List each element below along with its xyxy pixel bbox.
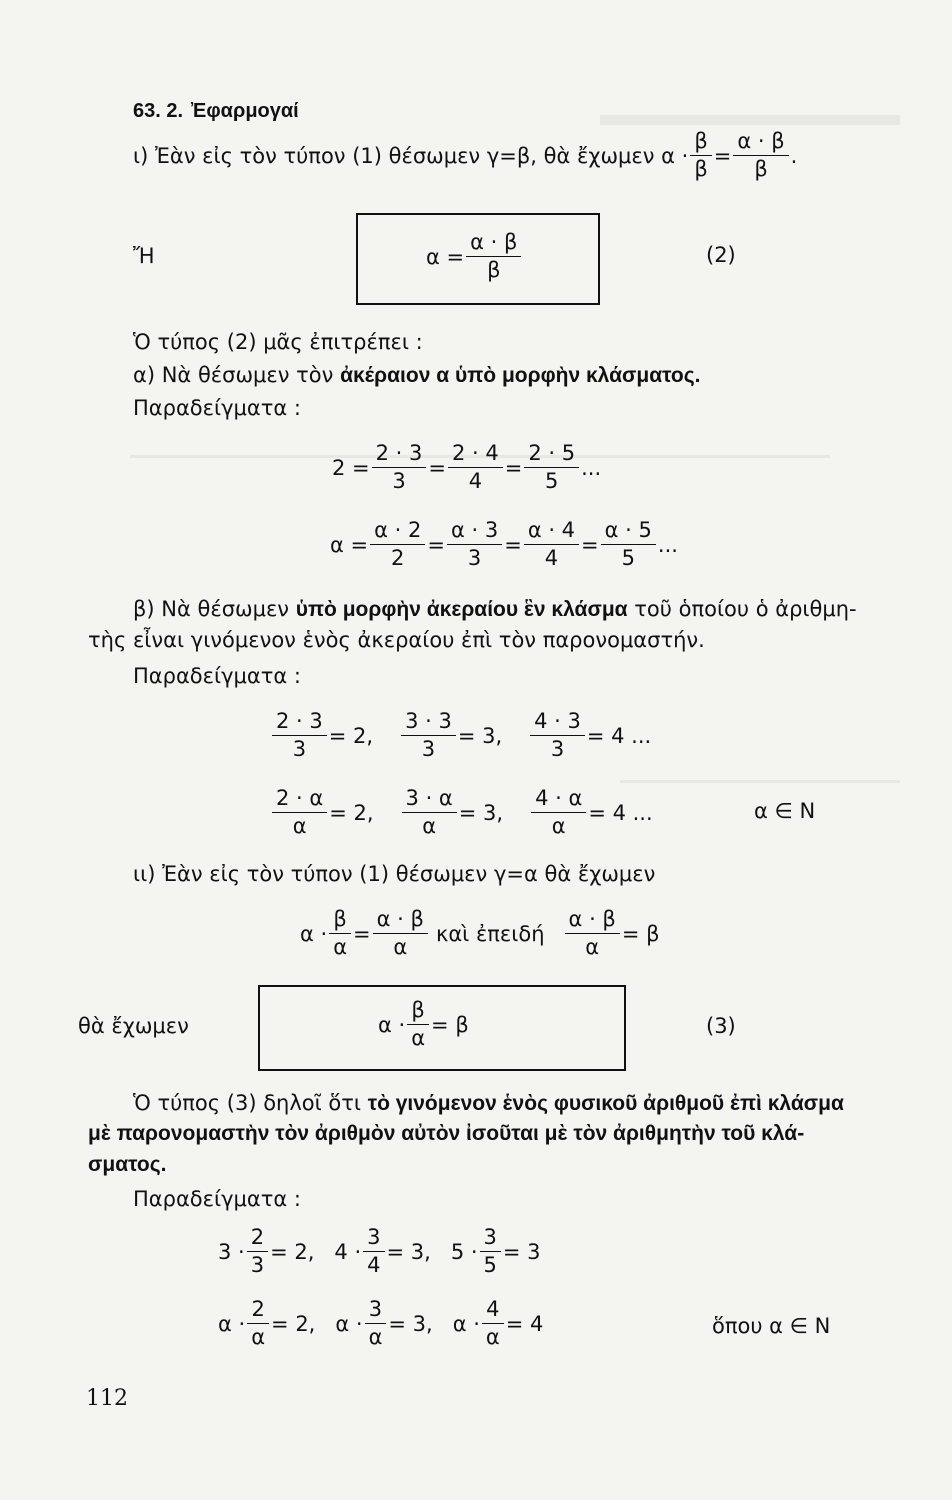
period: . [790,143,798,168]
fraction [401,708,456,764]
formula-2-description: Ὁ τύπος (2) μᾶς ἐπιτρέπει : [133,330,423,354]
denominator: 3 [392,469,406,494]
boxed-3-lead: θὰ ἔχωμεν [78,1014,189,1038]
result: = 3, [388,1311,433,1336]
denominator: 3 [550,737,565,762]
equals: = [581,532,599,557]
part-i-intro: ι) Ἐὰν εἰς τὸν τύπον (1) θέσωμεν γ=β, θὰ ἔχωμεν α · [133,143,689,168]
numerator: 2 · 3 [272,708,327,736]
denominator: α [368,1325,383,1350]
numerator: 4 · 3 [530,708,585,736]
formula-3 [378,997,469,1053]
denominator: α [251,1325,266,1350]
result: = 3, [457,723,503,748]
fraction [733,128,788,184]
beta-line-bold: ὑπὸ μορφὴν ἀκεραίου ἓν κλάσμα [295,598,628,621]
lhs: α · [218,1311,246,1336]
fraction [372,440,427,496]
numerator: 2 [247,1296,269,1324]
fraction [402,785,457,841]
equals: = [427,532,445,557]
section-number: 63. 2. [133,100,184,122]
numerator: 3 [480,1224,501,1252]
denominator: 3 [421,737,436,762]
ellipsis: ... [581,455,602,480]
numerator: 2 · α [272,785,327,813]
example-a2 [330,517,678,573]
denominator: α [393,935,408,960]
beta-line [133,597,857,622]
fraction [480,1224,501,1280]
alpha-line-prefix: α) Νὰ θέσωμεν τὸν [133,363,334,387]
denominator: β [487,258,501,283]
denominator: 4 [367,1253,381,1278]
formula-2-box [356,213,600,305]
numerator: β [407,997,429,1025]
numerator: α · 3 [447,517,502,545]
part-ii-intro: ιι) Ἐὰν εἰς τὸν τύπον (1) θέσωμεν γ=α θὰ ἔχωμεν [133,862,656,886]
example-b1 [270,708,651,764]
numerator: 3 [363,1224,384,1252]
fraction [565,906,620,962]
denominator: α [551,814,566,839]
numerator: 2 · 4 [448,440,503,468]
numerator: 4 · α [531,785,586,813]
fraction [363,1224,384,1280]
example-b2-condition: α ∈ N [754,799,816,823]
numerator: 2 [247,1224,268,1252]
fraction [447,517,502,573]
lhs: α · [300,921,328,946]
denominator: β [754,157,768,182]
denominator: 4 [544,546,559,571]
fraction [601,517,656,573]
denominator: 5 [545,469,559,494]
fraction [272,708,327,764]
equals: = [428,455,446,480]
example-a1 [332,440,601,496]
numerator: α · β [466,229,521,257]
numerator: 3 · α [402,785,457,813]
result: = 2, [328,723,374,748]
lhs: 5 · [450,1239,478,1264]
example-c2-condition: ὅπου α ∈ N [712,1314,831,1338]
result: = 4 ... [588,800,653,825]
numerator: α · β [565,906,620,934]
numerator: 2 · 3 [372,440,427,468]
page-number: 112 [86,1386,128,1411]
numerator: 3 · 3 [401,708,456,736]
lhs: α · [452,1311,480,1336]
section-title: Ἐφαρμογαί [191,100,299,122]
fraction [690,128,711,184]
fraction [466,229,521,285]
fraction [524,440,579,496]
result: = 3, [386,1239,431,1264]
numerator: 4 [482,1296,504,1324]
numerator: α · 4 [524,517,579,545]
formula-2 [426,229,523,285]
formula-3-box [258,985,626,1071]
result: = 2, [270,1239,315,1264]
numerator: α · β [733,128,788,156]
numerator: 2 · 5 [524,440,579,468]
denominator: α [292,814,307,839]
fraction [370,517,425,573]
fraction [407,997,429,1053]
fraction [530,708,585,764]
denominator: α [485,1325,500,1350]
rhs: = β [431,1012,469,1037]
denominator: α [411,1026,426,1051]
lhs: 2 = [332,455,370,480]
example-c1 [218,1224,541,1280]
bold-text: τὸ γινόμενον ἑνὸς φυσικοῦ ἀριθμοῦ ἐπὶ κλάσμα [367,1092,844,1115]
numerator: 3 [365,1296,387,1324]
fraction [247,1224,268,1280]
denominator: 5 [621,546,635,571]
ellipsis: ... [657,532,678,557]
denominator: 3 [467,546,482,571]
equation-ii [300,906,660,962]
result: = 4 ... [586,723,652,748]
numerator: α · 2 [370,517,425,545]
fraction [272,785,327,841]
equals: = [353,921,371,946]
fraction [531,785,586,841]
part-i-line [133,128,797,184]
denominator: 3 [250,1253,265,1278]
examples-label: Παραδείγματα : [133,1187,301,1211]
rhs: = β [621,921,660,946]
fraction [365,1296,387,1352]
denominator: α [585,935,600,960]
result: = 4 [505,1311,544,1336]
examples-label: Παραδείγματα : [133,396,301,420]
fraction [373,906,428,962]
example-c2 [218,1296,543,1352]
beta-line-2: τὴς εἶναι γινόμενον ἑνὸς ἀκεραίου ἐπὶ τὸν παρονομαστήν. [88,628,705,652]
numerator: β [329,906,351,934]
formula-2-label: (2) [706,243,736,267]
example-b2 [270,785,653,841]
lhs: 4 · [334,1239,362,1264]
result: = 2, [329,800,374,825]
result: = 2, [271,1311,316,1336]
bleed-through [620,780,900,783]
equals: = [504,455,523,480]
beta-line-suffix: τοῦ ὁποίου ὁ ἀριθμη- [634,597,857,621]
fraction [329,906,351,962]
lhs: α · [378,1012,406,1037]
boxed-2-lead: Ἤ [133,244,155,268]
denominator: 2 [391,546,405,571]
equals: = [504,532,522,557]
denominator: 5 [483,1253,497,1278]
numerator: β [690,128,711,156]
lhs: 3 · [218,1239,245,1264]
alpha-line [133,363,701,388]
fraction [448,440,503,496]
fraction [247,1296,269,1352]
denominator: α [422,814,437,839]
examples-label: Παραδείγματα : [133,664,301,688]
formula-3-description-2: μὲ παρονομαστὴν τὸν ἀριθμὸν αὐτὸν ἰσοῦται μὲ τὸν ἀριθμητὴν τοῦ κλά- [88,1122,805,1145]
fraction [524,517,579,573]
formula-2-lhs: α = [426,244,465,269]
equals: = [713,143,732,168]
fraction [482,1296,504,1352]
plain-text: Ὁ τύπος (3) δηλοῖ ὅτι [133,1091,362,1115]
denominator: 3 [292,737,307,762]
beta-line-prefix: β) Νὰ θέσωμεν [133,597,290,621]
denominator: α [333,935,348,960]
result: = 3 [502,1239,541,1264]
formula-3-description-3: σματος. [88,1153,167,1176]
bleed-through [600,115,900,125]
numerator: α · β [373,906,428,934]
alpha-line-bold: ἀκέραιον α ὑπὸ μορφὴν κλάσματος. [340,364,701,387]
lhs: α = [330,532,369,557]
numerator: α · 5 [601,517,656,545]
section-heading [133,100,299,123]
denominator: 4 [468,469,483,494]
formula-3-description-1 [133,1091,844,1116]
formula-3-label: (3) [706,1014,736,1038]
and-since: καὶ ἐπειδή [435,921,545,946]
lhs: α · [335,1311,363,1336]
denominator: β [694,157,708,182]
result: = 3, [458,800,504,825]
